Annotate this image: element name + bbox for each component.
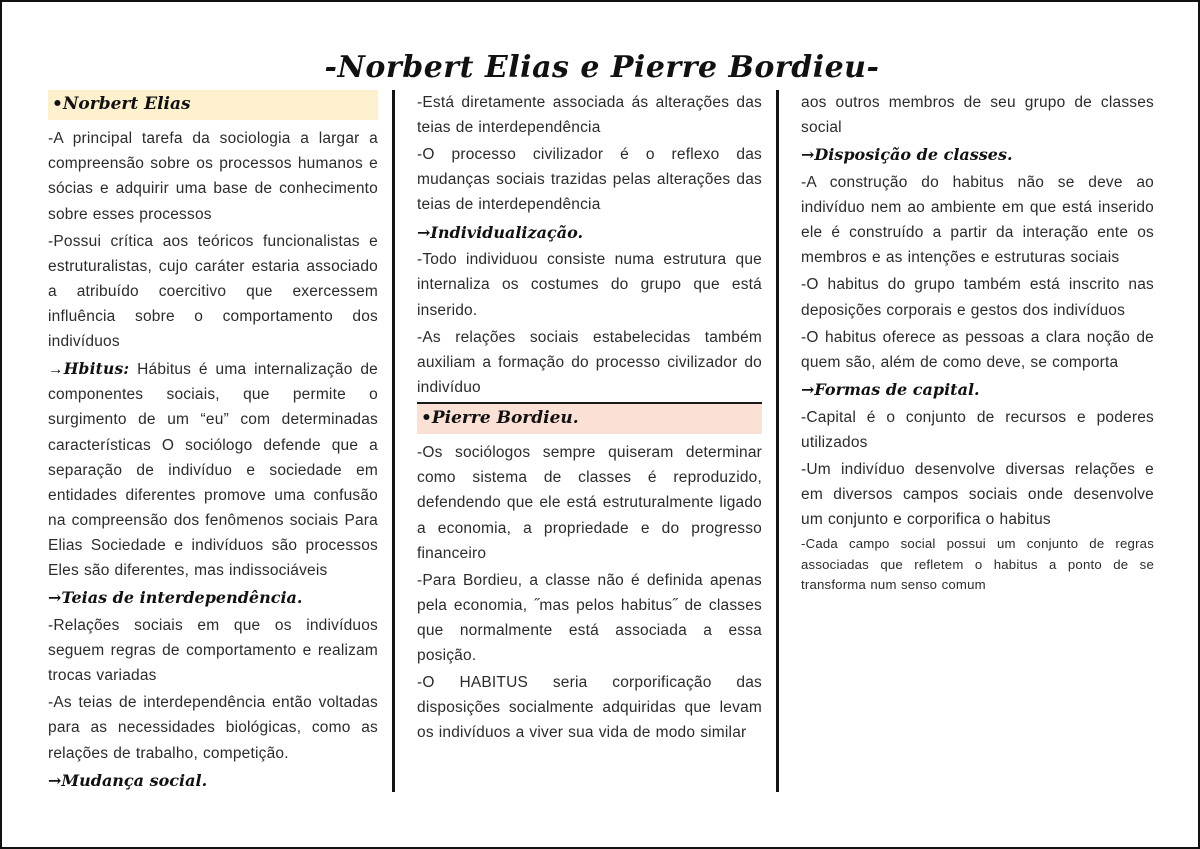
page-title: -Norbert Elias e Pierre Bordieu- xyxy=(324,50,880,85)
paragraph: aos outros membros de seu grupo de classes social xyxy=(801,94,1154,137)
arrow-icon: → xyxy=(48,361,64,379)
section-heading-norbert-elias: •Norbert Elias xyxy=(48,90,378,120)
paragraph: -Capital é o conjunto de recursos e poderes utilizados xyxy=(801,408,1154,451)
subheading-teias-de-interdependencia: →Teias de interdependência. xyxy=(48,588,303,608)
paragraph: -O habitus do grupo também está inscrito nas deposições corporais e gestos dos indivíduos xyxy=(801,276,1154,319)
columns-container xyxy=(48,90,1154,796)
paragraph: -Está diretamente associada ás alterações das teias de interdependência xyxy=(417,94,762,137)
paragraph: -O processo civilizador é o reflexo das mudanças sociais trazidas pelas alterações das teias de interdependência xyxy=(417,146,762,214)
paragraph: -As relações sociais estabelecidas também auxiliam a formação do processo civilizador do indivíduo xyxy=(417,328,762,396)
paragraph: -Um indivíduo desenvolve diversas relações e em diversos campos sociais onde desenvolve um conjunto e corporifica o habitus xyxy=(801,460,1154,529)
subheading-disposicao-de-classes: →Disposição de classes. xyxy=(801,145,1013,165)
column-1 xyxy=(48,90,392,795)
subheading-formas-de-capital: →Formas de capital. xyxy=(801,379,980,399)
paragraph: -A principal tarefa da sociologia a largar a compreensão sobre os processos humanos e sócias e adquirir uma base de conhecimento sobre esses processos xyxy=(48,130,378,223)
subheading-mudanca-social: →Mudança social. xyxy=(48,770,208,790)
paragraph: -O habitus oferece as pessoas a clara noção de quem são, além de como deve, se comporta xyxy=(801,328,1154,371)
paragraph: -A construção do habitus não se deve ao indivíduo nem ao ambiente em que está inserido ele é construído a partir da interação ente os membros e as intenções e estruturas sociais xyxy=(801,174,1154,267)
paragraph-small: -Cada campo social possui um conjunto de regras associadas que refletem o habitus a ponto de se transforma num senso comum xyxy=(801,536,1154,593)
paragraph: -As teias de interdependência então voltadas para as necessidades biológicas, como as relações de trabalho, competição. xyxy=(48,694,378,762)
paragraph: -Os sociólogos sempre quiseram determinar como sistema de classes é reproduzido, defendendo que ele está estruturalmente ligado a economia, a propriedade e do progresso financeiro xyxy=(417,444,762,562)
paragraph: -Possui crítica aos teóricos funcionalistas e estruturalistas, cujo caráter estaria associado a atribuído coercitivo que exercessem influência sobre o comportamento dos indivíduos xyxy=(48,232,378,351)
inline-heading-habitus: Hbitus: xyxy=(63,359,130,379)
paragraph-habitus xyxy=(48,356,378,583)
column-2 xyxy=(392,90,776,792)
section-heading-pierre-bordieu: •Pierre Bordieu. xyxy=(417,402,762,434)
paragraph: -Todo individuou consiste numa estrutura que internaliza os costumes do grupo que está inserido. xyxy=(417,251,762,319)
subheading-individualizacao: →Individualização. xyxy=(417,222,584,242)
paragraph: -O HABITUS seria corporificação das disposições socialmente adquiridas que levam os indivíduos a viver sua vida de modo similar xyxy=(417,674,762,742)
paragraph: -Relações sociais em que os indivíduos seguem regras de comportamento e realizam trocas variadas xyxy=(48,617,378,685)
paragraph-text: Hábitus é uma internalização de componentes sociais, que permite o surgimento de um “eu” com determinadas características O sociólogo defende que a separação de indivíduo e sociedade em entidades diferentes promove uma confusão na compreensão dos fenômenos sociais Para Elias Sociedade e indivíduos são processos Eles são diferentes, mas indissociáveis xyxy=(48,361,378,580)
column-3 xyxy=(776,90,1154,792)
paragraph: -Para Bordieu, a classe não é definida apenas pela economia, ˝mas pelos habitus˝ de classes que normalmente está associada a essa posição. xyxy=(417,571,762,665)
